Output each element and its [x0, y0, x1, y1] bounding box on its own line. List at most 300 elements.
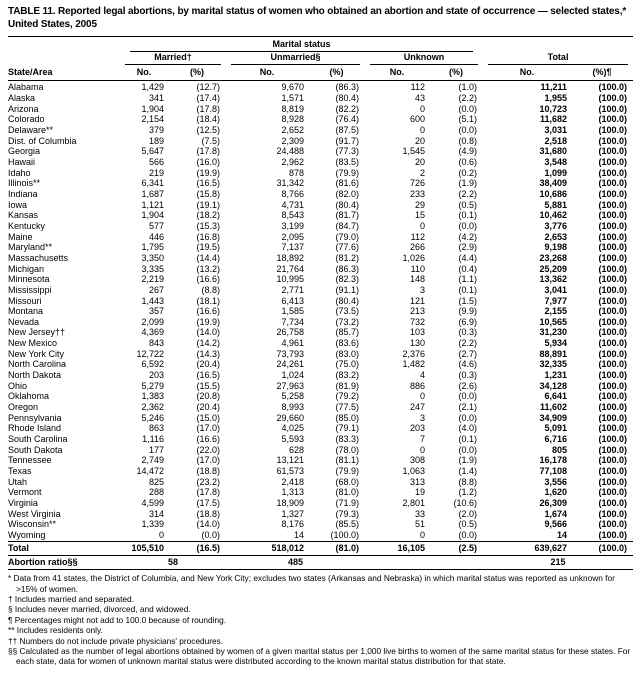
value-cell: 2,771 [281, 284, 304, 295]
value-cell: (100.0) [598, 210, 628, 221]
value-cell: 19 [414, 487, 425, 498]
value-cell: (1.0) [458, 82, 478, 93]
value-cell: 24,261 [276, 359, 304, 370]
value-cell: (2.2) [458, 93, 478, 104]
value-cell: 130 [409, 338, 425, 349]
value-cell: 1,687 [141, 188, 164, 199]
value-cell: (100.0) [598, 316, 628, 327]
value-cell: (10.6) [453, 497, 478, 508]
total-unknown-no: 16,105 [365, 541, 429, 555]
value-cell: (18.4) [196, 114, 220, 125]
table-row [8, 189, 633, 200]
value-cell: (17.0) [196, 455, 220, 466]
value-cell: 20 [414, 135, 425, 146]
state-name-cell: Oregon [8, 402, 39, 413]
value-cell: 266 [409, 242, 425, 253]
value-cell: (100.0) [598, 338, 628, 349]
value-cell: (18.8) [196, 508, 220, 519]
value-cell: 1,313 [281, 487, 304, 498]
subheader-row [8, 65, 633, 81]
value-cell: (100.0) [598, 103, 628, 114]
value-cell: (0.0) [458, 125, 478, 135]
value-cell: (16.5) [196, 370, 220, 381]
value-cell: (23.2) [196, 476, 220, 487]
value-cell: 10,565 [539, 316, 568, 327]
ratio-total-value: 215 [483, 555, 633, 570]
state-name-cell: Illinois** [8, 178, 41, 189]
value-cell: (0.0) [458, 444, 478, 455]
value-cell: (0.0) [458, 103, 478, 114]
total-label: Total [8, 541, 120, 555]
value-cell: (13.2) [196, 263, 220, 274]
value-cell: 33 [414, 508, 425, 519]
value-cell: 3 [419, 412, 425, 423]
value-cell: (85.7) [335, 327, 359, 338]
value-cell: 2,518 [544, 135, 568, 146]
value-cell: (77.6) [335, 242, 359, 253]
value-cell: (0.5) [458, 199, 478, 210]
value-cell: 31,680 [539, 146, 568, 157]
unknown-no-header: No. [365, 65, 429, 81]
value-cell: 2,653 [544, 231, 568, 242]
value-cell: (83.6) [335, 338, 359, 349]
value-cell: 3 [419, 284, 425, 295]
table-row [8, 264, 633, 275]
value-cell: 148 [409, 274, 425, 285]
value-cell: (4.4) [458, 252, 478, 263]
value-cell: (82.0) [335, 188, 359, 199]
value-cell: (19.9) [196, 167, 220, 178]
value-cell: 189 [148, 135, 164, 146]
total-total-pct: (100.0) [571, 541, 633, 555]
table-row [8, 242, 633, 253]
value-cell: (19.9) [196, 316, 220, 327]
value-cell: 1,339 [141, 519, 164, 530]
value-cell: (100.0) [598, 220, 628, 231]
value-cell: (2.7) [458, 348, 478, 359]
table-row [8, 81, 633, 93]
value-cell: (17.0) [196, 423, 220, 434]
value-cell: 5,593 [281, 434, 304, 445]
value-cell: (0.8) [458, 135, 478, 146]
value-cell: 0 [419, 125, 425, 135]
value-cell: (85.0) [335, 412, 359, 423]
value-cell: 14 [557, 529, 568, 540]
value-cell: (0.1) [458, 210, 478, 221]
value-cell: 121 [409, 295, 425, 306]
value-cell: 43 [414, 93, 425, 104]
value-cell: (100.0) [598, 444, 628, 455]
table-row [8, 477, 633, 488]
value-cell: (100.0) [598, 466, 628, 476]
empty-header-cell [8, 52, 120, 65]
value-cell: 24,488 [276, 146, 304, 157]
value-cell: 5,246 [141, 412, 164, 423]
value-cell: 886 [409, 380, 425, 391]
value-cell: (100.0) [598, 348, 628, 359]
value-cell: 2 [419, 167, 425, 178]
value-cell: 11,682 [540, 114, 568, 125]
value-cell: 3,199 [281, 220, 304, 231]
value-cell: 51 [414, 519, 425, 530]
total-group-cell [483, 52, 633, 65]
table-row [8, 200, 633, 211]
value-cell: 9,670 [281, 82, 304, 93]
value-cell: 1,121 [141, 199, 164, 210]
value-cell: 11,211 [540, 82, 568, 93]
table-row [8, 274, 633, 285]
value-cell: (19.5) [196, 242, 220, 253]
value-cell: 31,230 [539, 327, 568, 338]
value-cell: 1,620 [544, 487, 568, 498]
state-name-cell: Mississippi [8, 284, 52, 295]
value-cell: (12.5) [196, 125, 220, 135]
state-name-cell: Vermont [8, 487, 42, 498]
table-row [8, 349, 633, 360]
marital-status-group-header: Marital status [130, 39, 473, 52]
value-cell: 219 [148, 167, 164, 178]
value-cell: 5,258 [281, 391, 304, 402]
value-cell: (80.4) [335, 93, 359, 104]
unmarried-pct-header: (%) [308, 65, 365, 81]
table-row [8, 317, 633, 328]
state-name-cell: South Carolina [8, 434, 68, 445]
value-cell: 267 [148, 284, 164, 295]
table-row [8, 338, 633, 349]
total-unmarried-pct: (81.0) [308, 541, 365, 555]
footnote: ** Includes residents only. [8, 625, 103, 636]
value-cell: (100.0) [598, 508, 628, 519]
table-row [8, 178, 633, 189]
value-cell: 4,369 [141, 327, 164, 338]
value-cell: 1,482 [402, 359, 425, 370]
state-name-cell: Colorado [8, 114, 45, 125]
table-header [8, 37, 633, 81]
value-cell: (91.1) [335, 284, 359, 295]
value-cell: 203 [409, 423, 425, 434]
value-cell: 34,909 [539, 412, 568, 423]
value-cell: 0 [419, 529, 425, 540]
value-cell: (17.4) [196, 93, 220, 104]
state-name-cell: Rhode Island [8, 423, 62, 434]
value-cell: (2.1) [458, 402, 478, 413]
value-cell: (18.8) [196, 466, 220, 476]
table-row [8, 93, 633, 104]
value-cell: (77.3) [335, 146, 359, 157]
table-row [8, 370, 633, 381]
value-cell: 288 [148, 487, 164, 498]
value-cell: 110 [410, 263, 425, 274]
value-cell: (0.6) [458, 156, 478, 167]
value-cell: (100.0) [598, 114, 628, 125]
value-cell: (7.5) [201, 135, 220, 146]
value-cell: (81.1) [335, 455, 359, 466]
value-cell: (15.5) [196, 380, 220, 391]
value-cell: (76.4) [335, 114, 359, 125]
value-cell: (100.0) [598, 412, 628, 423]
value-cell: (12.7) [196, 82, 220, 93]
value-cell: 61,573 [276, 466, 304, 476]
value-cell: 6,341 [141, 178, 164, 189]
ratio-married-value: 58 [120, 555, 226, 570]
abortion-ratio-row [8, 555, 633, 570]
value-cell: 11,602 [540, 402, 568, 413]
value-cell: (22.0) [196, 444, 220, 455]
value-cell: (100.0) [598, 327, 628, 338]
footnote: § Includes never married, divorced, and widowed. [8, 604, 191, 615]
value-cell: 1,443 [141, 295, 164, 306]
state-name-cell: Oklahoma [8, 391, 50, 402]
value-cell: 843 [148, 338, 164, 349]
state-name-cell: Nevada [8, 316, 40, 327]
value-cell: 0 [419, 103, 425, 114]
state-name-cell: New Jersey†† [8, 327, 66, 338]
unknown-group-cell [365, 52, 483, 65]
state-name-cell: West Virginia [8, 508, 61, 519]
value-cell: 3,556 [544, 476, 568, 487]
value-cell: (71.9) [335, 497, 359, 508]
value-cell: (14.2) [196, 338, 220, 349]
value-cell: 14 [293, 529, 304, 540]
value-cell: 2,154 [141, 114, 164, 125]
state-name-cell: North Dakota [8, 370, 62, 381]
value-cell: (100.0) [330, 529, 359, 540]
table-row [8, 125, 633, 136]
value-cell: (17.8) [196, 103, 220, 114]
state-name-cell: South Dakota [8, 444, 63, 455]
value-cell: (100.0) [598, 135, 628, 146]
value-cell: 112 [410, 231, 425, 242]
ratio-unmarried-value: 485 [226, 555, 365, 570]
value-cell: (14.3) [196, 348, 220, 359]
value-cell: 26,758 [276, 327, 304, 338]
value-cell: (100.0) [598, 93, 628, 104]
value-cell: 8,928 [281, 114, 304, 125]
value-cell: (16.6) [196, 274, 220, 285]
value-cell: 8,543 [281, 210, 304, 221]
table-row [8, 136, 633, 147]
value-cell: (81.9) [335, 380, 359, 391]
footnote: ¶ Percentages might not add to 100.0 because of rounding. [8, 614, 227, 625]
table-row [8, 434, 633, 445]
value-cell: 313 [409, 476, 425, 487]
value-cell: (16.8) [196, 231, 220, 242]
abortion-ratio-label: Abortion ratio§§ [8, 555, 120, 570]
state-name-cell: Missouri [8, 295, 42, 306]
value-cell: 1,904 [141, 103, 164, 114]
value-cell: (86.3) [335, 82, 359, 93]
value-cell: 88,891 [539, 348, 568, 359]
total-pct-header: (%)¶ [571, 65, 633, 81]
value-cell: (83.0) [335, 348, 359, 359]
state-name-cell: Kentucky [8, 220, 46, 231]
state-name-cell: Alabama [8, 82, 44, 93]
value-cell: 7,137 [281, 242, 304, 253]
value-cell: 23,268 [539, 252, 568, 263]
value-cell: 1,429 [141, 82, 164, 93]
value-cell: 732 [409, 316, 425, 327]
value-cell: (8.8) [201, 284, 220, 295]
value-cell: (100.0) [598, 295, 628, 306]
value-cell: (100.0) [598, 391, 628, 402]
state-name-cell: Maine [8, 231, 33, 242]
table-row [8, 359, 633, 370]
table-row [8, 221, 633, 232]
value-cell: (4.9) [458, 146, 478, 157]
value-cell: 8,993 [281, 402, 304, 413]
value-cell: 15 [414, 210, 425, 221]
state-name-cell: Kansas [8, 210, 39, 221]
table-row [8, 530, 633, 541]
value-cell: 112 [410, 82, 425, 93]
value-cell: (8.8) [458, 476, 478, 487]
value-cell: 29 [414, 199, 425, 210]
value-cell: 446 [148, 231, 164, 242]
value-cell: (0.4) [458, 263, 478, 274]
value-cell: (0.1) [458, 434, 478, 445]
married-no-header: No. [120, 65, 168, 81]
value-cell: (79.1) [335, 423, 359, 434]
state-name-cell: Virginia [8, 497, 38, 508]
value-cell: 73,793 [276, 348, 304, 359]
value-cell: 0 [419, 391, 425, 402]
value-cell: 341 [148, 93, 164, 104]
value-cell: 25,209 [539, 263, 568, 274]
value-cell: (1.4) [458, 466, 478, 476]
value-cell: 805 [552, 444, 568, 455]
value-cell: 1,026 [402, 252, 425, 263]
value-cell: 213 [409, 306, 425, 317]
value-cell: (100.0) [598, 252, 628, 263]
value-cell: 7,977 [544, 295, 568, 306]
value-cell: 2,801 [402, 497, 425, 508]
value-cell: 628 [288, 444, 304, 455]
value-cell: 0 [419, 444, 425, 455]
value-cell: 38,409 [539, 178, 568, 189]
value-cell: 10,686 [539, 188, 568, 199]
total-row [8, 541, 633, 555]
value-cell: 8,819 [281, 103, 304, 114]
table-row [8, 391, 633, 402]
value-cell: (86.3) [335, 263, 359, 274]
value-cell: 863 [148, 423, 164, 434]
state-name-cell: Massachusetts [8, 252, 69, 263]
value-cell: 2,219 [141, 274, 164, 285]
value-cell: (100.0) [598, 263, 628, 274]
value-cell: (4.0) [458, 423, 478, 434]
value-cell: (75.0) [335, 359, 359, 370]
value-cell: (18.2) [196, 210, 220, 221]
total-married-no: 105,510 [120, 541, 168, 555]
value-cell: 566 [148, 156, 164, 167]
value-cell: (100.0) [598, 188, 628, 199]
unmarried-group-header: Unmarried§ [231, 52, 360, 65]
value-cell: (100.0) [598, 178, 628, 189]
married-pct-header: (%) [168, 65, 226, 81]
value-cell: 8,176 [281, 519, 304, 530]
value-cell: 18,909 [276, 497, 304, 508]
value-cell: (100.0) [598, 156, 628, 167]
ratio-unknown-value [365, 555, 483, 570]
value-cell: (15.0) [196, 412, 220, 423]
value-cell: (19.1) [196, 199, 220, 210]
value-cell: 1,063 [402, 466, 425, 476]
value-cell: (100.0) [598, 455, 628, 466]
state-name-cell: New Mexico [8, 338, 58, 349]
value-cell: (80.4) [335, 295, 359, 306]
state-name-cell: Iowa [8, 199, 28, 210]
value-cell: 2,095 [281, 231, 304, 242]
state-name-cell: Maryland** [8, 242, 53, 253]
value-cell: (100.0) [598, 242, 628, 253]
value-cell: 5,934 [544, 338, 568, 349]
value-cell: (79.3) [335, 508, 359, 519]
value-cell: 29,660 [276, 412, 304, 423]
value-cell: 4,025 [281, 423, 304, 434]
value-cell: (0.0) [458, 220, 478, 231]
value-cell: (100.0) [598, 284, 628, 295]
state-name-cell: Michigan [8, 263, 45, 274]
value-cell: (68.0) [335, 476, 359, 487]
value-cell: (5.1) [458, 114, 478, 125]
unmarried-group-cell [226, 52, 365, 65]
value-cell: (100.0) [598, 402, 628, 413]
total-unmarried-no: 518,012 [226, 541, 308, 555]
value-cell: (100.0) [598, 519, 628, 530]
total-total-no: 639,627 [483, 541, 571, 555]
value-cell: (17.5) [196, 497, 220, 508]
value-cell: 825 [148, 476, 164, 487]
value-cell: 177 [148, 444, 164, 455]
state-name-cell: Arizona [8, 103, 39, 114]
state-name-cell: New York City [8, 348, 65, 359]
value-cell: (87.5) [335, 125, 359, 135]
table-row [8, 455, 633, 466]
value-cell: (79.0) [335, 231, 359, 242]
state-name-cell: Georgia [8, 146, 41, 157]
value-cell: (81.0) [335, 487, 359, 498]
value-cell: (1.5) [458, 295, 478, 306]
value-cell: (20.4) [196, 402, 220, 413]
value-cell: 34,128 [539, 380, 568, 391]
value-cell: (100.0) [598, 125, 628, 135]
value-cell: (20.4) [196, 359, 220, 370]
value-cell: 77,108 [539, 466, 568, 476]
value-cell: (16.0) [196, 156, 220, 167]
value-cell: 14,472 [136, 466, 164, 476]
value-cell: 13,362 [539, 274, 568, 285]
value-cell: (14.0) [196, 327, 220, 338]
table-row [8, 306, 633, 317]
empty-header-cell [483, 37, 633, 53]
value-cell: 1,024 [281, 370, 304, 381]
value-cell: 3,548 [544, 156, 568, 167]
marital-status-group-cell [120, 37, 483, 53]
value-cell: 1,327 [281, 508, 304, 519]
value-cell: (16.6) [196, 306, 220, 317]
table-row [8, 104, 633, 115]
value-cell: (82.2) [335, 103, 359, 114]
value-cell: 600 [409, 114, 425, 125]
value-cell: 4,599 [141, 497, 164, 508]
table-row [8, 487, 633, 498]
value-cell: (0.0) [458, 529, 478, 540]
value-cell: (100.0) [598, 370, 628, 381]
value-cell: 32,335 [539, 359, 568, 370]
value-cell: 16,178 [539, 455, 568, 466]
empty-header-cell [8, 37, 120, 53]
value-cell: (18.1) [196, 295, 220, 306]
